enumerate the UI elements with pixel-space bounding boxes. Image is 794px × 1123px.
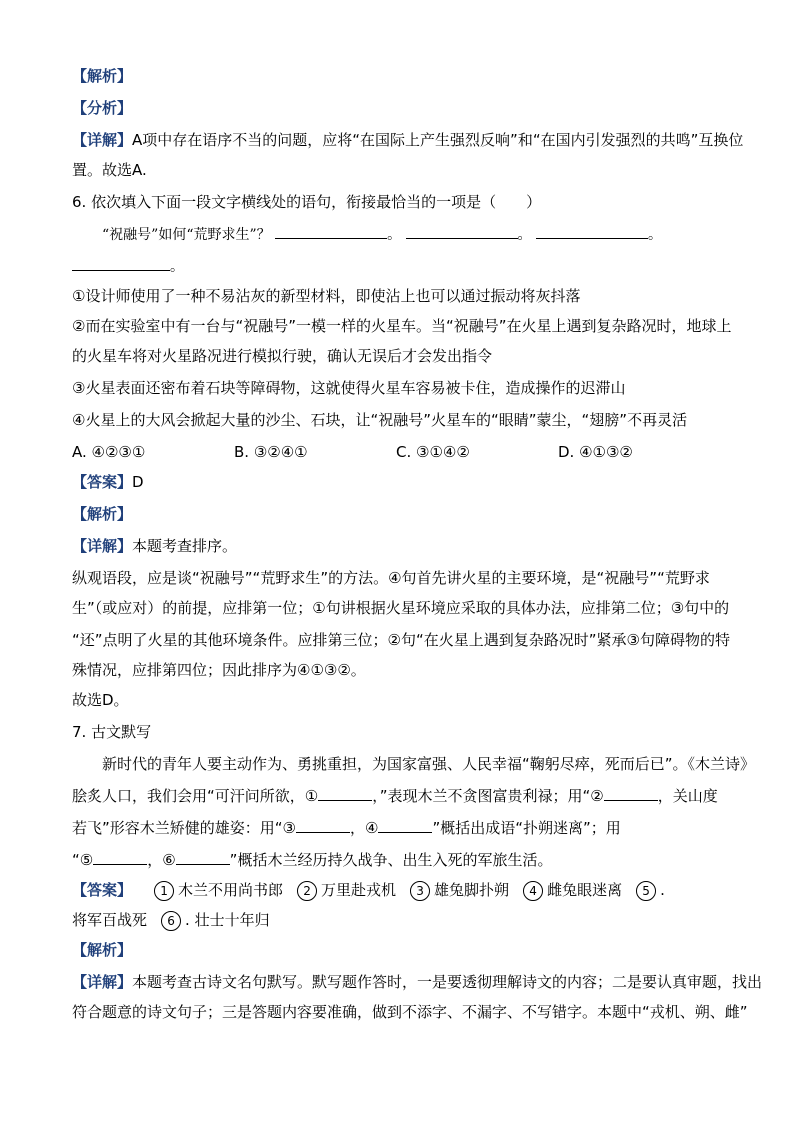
q6-options — [72, 442, 720, 462]
q7-text: ”概括出成语“扑朔迷离”；用 — [432, 819, 621, 837]
answer-number-badge: 6 — [161, 911, 181, 931]
answer-number-badge: 5 — [636, 881, 656, 901]
q7-text: ”概括木兰经历持久战争、出生入死的军旅生活。 — [229, 851, 553, 869]
q6-sentence-4: ④火星上的大风会掀起大量的沙尘、石块，让“祝融号”火星车的“眼睛”蒙尘，“翅膀”不再灵活 — [72, 411, 688, 429]
q6-detail-line — [72, 536, 237, 556]
fill-blank[interactable] — [72, 256, 170, 271]
q5-detail-text: A项中存在语序不当的问题，应将“在国际上产生强烈反响”和“在国内引发强烈的共鸣”互换位 — [132, 131, 744, 149]
q7-text: 脍炙人口，我们会用“可汗问所欲，① — [72, 787, 319, 805]
q6-sentence-2-cont: 的火星车将对火星路况进行模拟行驶，确认无误后才会发出指令 — [72, 347, 493, 365]
q5-detail-text-2: 置。故选A. — [72, 161, 147, 179]
answer-number-badge: 3 — [410, 881, 430, 901]
fill-blank[interactable] — [604, 786, 658, 801]
q7-text: “⑤ — [72, 851, 94, 869]
option-d[interactable]: D. ④①③② — [558, 443, 633, 461]
fill-blank[interactable] — [318, 786, 372, 801]
jiexi-label: 【解析】 — [72, 67, 133, 85]
q7-answer: 雄兔脚扑朔 — [434, 881, 510, 899]
q6-answer-line — [72, 472, 144, 492]
q6-prompt: “祝融号”如何“荒野求生”？ — [102, 227, 271, 243]
q6-answer: D — [132, 473, 144, 491]
fill-blank[interactable] — [296, 818, 350, 833]
period: 。 — [517, 227, 532, 243]
option-c[interactable]: C. ③①④② — [396, 443, 470, 461]
xiangjie-label: 【详解】 — [72, 537, 133, 555]
jiexi-label: 【解析】 — [72, 941, 133, 959]
q7-detail-text-2: 符合题意的诗文句子；三是答题内容要准确，做到不添字、不漏字、不写错字。本题中“戎机、朔、雌” — [72, 1003, 748, 1021]
option-a[interactable]: A. ④②③① — [72, 443, 146, 461]
daan-label: 【答案】 — [72, 473, 133, 491]
period: 。 — [648, 227, 662, 243]
xiangjie-label: 【详解】 — [72, 131, 133, 149]
q7-text: 若飞”形容木兰矫健的雄姿：用“③ — [72, 819, 296, 837]
q7-answer-dot: . — [185, 911, 190, 929]
q7-title: 7. 古文默写 — [72, 723, 152, 741]
period: 。 — [170, 259, 184, 275]
q7-answer: 将军百战死 — [72, 911, 148, 929]
q6-sentence-1: ①设计师使用了一种不易沾灰的新型材料，即使沾上也可以通过振动将灰抖落 — [72, 287, 581, 305]
period: 。 — [387, 227, 402, 243]
fill-blank[interactable] — [176, 850, 230, 865]
q6-analysis-3: “还”点明了火星的其他环境条件。应排第三位；②句“在火星上遇到复杂路况时”紧承③句障碍物的特 — [72, 631, 730, 649]
q7-paragraph-1: 新时代的青年人要主动作为、勇挑重担，为国家富强、人民幸福“鞠躬尽瘁，死而后已”。《木兰诗》 — [102, 755, 756, 773]
xiangjie-label: 【详解】 — [72, 973, 133, 991]
fill-blank[interactable] — [536, 224, 648, 239]
q6-analysis-1: 纵观语段，应是谈“祝融号”“荒野求生”的方法。④句首先讲火星的主要环境，是“祝融号”“荒野求 — [72, 569, 710, 587]
q6-conclusion: 故选D。 — [72, 691, 129, 709]
q7-answer-line — [72, 880, 665, 901]
q6-prompt-line-2 — [72, 256, 184, 277]
fill-blank[interactable] — [378, 818, 432, 833]
q6-sentence-2: ②而在实验室中有一台与“祝融号”一模一样的火星车。当“祝融号”在火星上遇到复杂路况时，地球上 — [72, 317, 732, 335]
answer-number-badge: 4 — [523, 881, 543, 901]
q7-detail-text: 本题考查古诗文名句默写。默写题作答时，一是要透彻理解诗文的内容；二是要认真审题，找出 — [132, 973, 763, 991]
daan-label: 【答案】 — [72, 881, 133, 899]
q7-text: ，关山度 — [657, 787, 718, 805]
q5-detail-line — [72, 130, 743, 150]
q7-detail-line — [72, 972, 762, 992]
answer-number-badge: 1 — [154, 881, 174, 901]
q6-analysis-2: 生”（或应对）的前提，应排第一位；①句讲根据火星环境应采取的具体办法，应排第二位；③句中的 — [72, 599, 730, 617]
q6-detail-head: 本题考查排序。 — [132, 537, 238, 555]
fill-blank[interactable] — [93, 850, 147, 865]
fill-blank[interactable] — [275, 224, 387, 239]
jiexi-label: 【解析】 — [72, 505, 133, 523]
q7-text: ，”表现木兰不贪图富贵利禄；用“② — [372, 787, 604, 805]
q7-answer: 壮士十年归 — [194, 911, 270, 929]
q6-sentence-3: ③火星表面还密布着石块等障碍物，这就使得火星车容易被卡住，造成操作的迟滞山 — [72, 379, 626, 397]
fenxi-label: 【分析】 — [72, 99, 133, 117]
q7-answer: 万里赴戎机 — [321, 881, 397, 899]
q6-stem: 6. 依次填入下面一段文字横线处的语句，衔接最恰当的一项是（ ） — [72, 193, 542, 211]
q7-paragraph-2 — [72, 786, 718, 806]
fill-blank[interactable] — [406, 224, 518, 239]
option-b[interactable]: B. ③②④① — [234, 443, 308, 461]
q7-answer-line-2 — [72, 910, 270, 931]
q7-answer: 雌兔眼迷离 — [547, 881, 623, 899]
q7-text: ，④ — [350, 819, 379, 837]
q7-answer-dot: . — [660, 881, 665, 899]
q7-answer: 木兰不用尚书郎 — [178, 881, 284, 899]
q7-paragraph-3 — [72, 818, 621, 838]
q7-text: ，⑥ — [147, 851, 176, 869]
q6-analysis-4: 殊情况，应排第四位；因此排序为④①③②。 — [72, 661, 366, 679]
answer-number-badge: 2 — [297, 881, 317, 901]
q7-paragraph-4 — [72, 850, 552, 870]
q6-prompt-line — [102, 224, 662, 245]
